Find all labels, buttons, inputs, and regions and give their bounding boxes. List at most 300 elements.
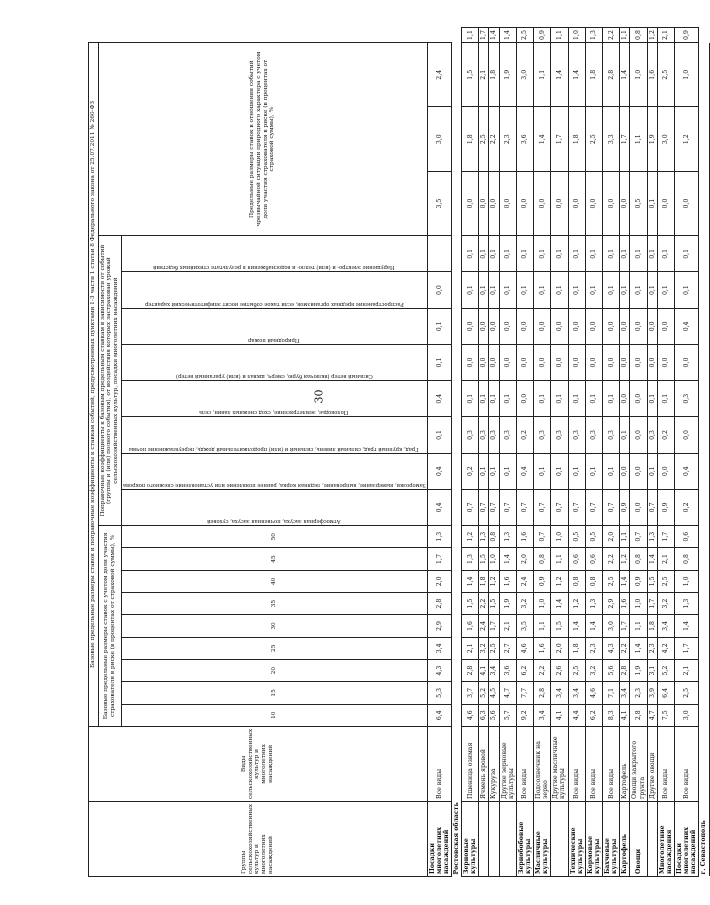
coefficient-cell: 0,0 (630, 381, 647, 417)
coefficient-cell: 0,3 (675, 381, 699, 417)
base-rate-cell: 3,2 (479, 637, 489, 659)
coefficient-cell: 0,0 (489, 308, 499, 344)
coefficient-cell: 0,1 (534, 236, 551, 272)
base-rate-cell: 1,4 (462, 570, 479, 592)
base-rate-cell: 2,9 (603, 592, 620, 614)
table-row (427, 28, 451, 877)
culture-group: Многолетние насаждения (657, 801, 674, 876)
base-rate-cell: 1,1 (620, 526, 630, 548)
culture-group: Посадки многолетних насаждений (675, 801, 699, 876)
base-rate-cell: 4,7 (499, 682, 516, 704)
base-rate-cell: 3,2 (585, 659, 602, 681)
culture-group-empty (551, 801, 568, 876)
coefficient-cell: 0,7 (585, 489, 602, 525)
final-rate-cell: 0,9 (534, 28, 551, 43)
base-rate-cell: 2,3 (630, 682, 647, 704)
final-rate-cell: 1,4 (568, 43, 585, 107)
base-rate-cell: 1,3 (499, 526, 516, 548)
base-rate-cell: 3,4 (657, 615, 674, 637)
base-rate-cell: 2,4 (479, 615, 489, 637)
base-rate-cell: 5,2 (479, 682, 489, 704)
coefficient-cell: 0,3 (534, 417, 551, 453)
coefficient-cell: 0,0 (489, 171, 499, 235)
coefficient-cell: 0,1 (534, 453, 551, 489)
coefficient-cell: 0,0 (603, 171, 620, 235)
coefficient-cell: 0,3 (568, 417, 585, 453)
base-rate-cell: 5,7 (499, 704, 516, 726)
base-rate-cell: 4,1 (620, 704, 630, 726)
base-rate-cell: 1,5 (489, 592, 499, 614)
coefficient-cell: 0,1 (499, 381, 516, 417)
coefficient-cell: 0,0 (647, 344, 657, 380)
culture-type: Все виды (516, 726, 533, 801)
coef-col-header: Нарушение электро- и (или) тепло- и водоснабжения в результате стихийных бедствий (121, 236, 427, 272)
coefficient-cell: 0,1 (551, 381, 568, 417)
coefficient-cell: 0,9 (620, 489, 630, 525)
base-rate-cell: 1,3 (647, 526, 657, 548)
base-rate-cell: 2,3 (647, 637, 657, 659)
final-rate-cell: 2,4 (427, 43, 451, 107)
coefficient-cell: 0,0 (620, 308, 630, 344)
base-rate-cell: 2,0 (516, 548, 533, 570)
base-rate-cell: 0,6 (568, 548, 585, 570)
base-rate-cell: 1,4 (499, 548, 516, 570)
base-rate-cell: 2,9 (427, 615, 451, 637)
base-rate-cell: 3,6 (499, 659, 516, 681)
base-rate-cell: 1,0 (489, 548, 499, 570)
base-rate-cell: 0,7 (534, 526, 551, 548)
base-rate-cell: 3,7 (462, 682, 479, 704)
coefficient-cell: 0,0 (534, 344, 551, 380)
final-rate-cell: 2,5 (657, 43, 674, 107)
base-rate-cell: 1,5 (479, 548, 489, 570)
base-rate-cell: 0,5 (568, 526, 585, 548)
base-rate-cell: 0,8 (585, 570, 602, 592)
coefficient-cell: 0,0 (630, 417, 647, 453)
coefficient-cell: 0,5 (630, 171, 647, 235)
base-rate-cell: 2,5 (489, 637, 499, 659)
coef-col-header: Град, крупный град, сильный ливень, сильный и (или) продолжительный дождь, переувлажнение почвы (121, 417, 427, 453)
final-rate-cell: 1,7 (551, 107, 568, 171)
coefficient-cell: 0,1 (534, 272, 551, 308)
base-rate-cell: 2,5 (603, 570, 620, 592)
final-rate-cell: 1,3 (585, 28, 602, 43)
coefficient-cell: 0,0 (630, 489, 647, 525)
coefficient-cell: 0,0 (499, 308, 516, 344)
base-rate-cell: 4,6 (462, 704, 479, 726)
coefficient-cell: 0,0 (675, 344, 699, 380)
final-rate-cell: 0,8 (630, 28, 647, 43)
base-rate-cell: 3,0 (675, 704, 699, 726)
coefficient-cell: 0,0 (585, 171, 602, 235)
coefficient-cell: 0,1 (489, 272, 499, 308)
coefficient-cell: 0,0 (499, 171, 516, 235)
base-rate-cell: 2,2 (603, 548, 620, 570)
base-rate-cell: 6,3 (479, 704, 489, 726)
base-rate-cell: 1,7 (427, 548, 451, 570)
final-rate-cell: 1,0 (568, 28, 585, 43)
coefficient-cell: 0,1 (585, 272, 602, 308)
base-rate-cell: 1,8 (647, 615, 657, 637)
base-rate-cell: 2,0 (551, 637, 568, 659)
final-rate-cell: 1,8 (489, 43, 499, 107)
region-heading: Ростовская область (451, 43, 461, 877)
base-rate-cell: 4,1 (551, 704, 568, 726)
final-rate-cell: 1,1 (630, 107, 647, 171)
base-rate-cell: 2,4 (516, 570, 533, 592)
base-rate-cell: 2,8 (534, 682, 551, 704)
final-rate-cell: 1,7 (620, 107, 630, 171)
final-rate-cell: 1,1 (620, 28, 630, 43)
coefficient-cell: 0,1 (551, 236, 568, 272)
region-row (451, 28, 461, 877)
coefficients-header: Поправочные коэффициенты к базовым предельным ставкам в зависимости от событий (группы и (или) полного события), от воздействия которых застрахован урожай сельскохозяйственных культур, посадки многолетних насаждений (98, 236, 121, 526)
base-rate-cell: 4,4 (568, 704, 585, 726)
table-row (479, 28, 489, 877)
table-row (516, 28, 533, 877)
coefficient-cell: 0,1 (479, 272, 489, 308)
base-rate-cell: 1,2 (489, 570, 499, 592)
base-rate-cell: 9,2 (516, 704, 533, 726)
base-rate-cell: 1,3 (585, 592, 602, 614)
coefficient-cell: 0,0 (479, 308, 489, 344)
coefficient-cell: 0,0 (534, 171, 551, 235)
coefficient-cell: 0,0 (630, 308, 647, 344)
coefficient-cell: 0,1 (603, 236, 620, 272)
coefficient-cell: 0,1 (647, 453, 657, 489)
base-rate-cell: 3,4 (489, 659, 499, 681)
coefficient-cell: 0,0 (675, 417, 699, 453)
coefficient-cell: 0,0 (657, 344, 674, 380)
coefficient-cell: 0,7 (603, 489, 620, 525)
coefficient-cell: 0,7 (499, 489, 516, 525)
base-rate-cell: 2,1 (657, 548, 674, 570)
coef-col-header: Половодье, землетрясение, сход снежных лавин, сель (121, 381, 427, 417)
final-rate-cell: 1,4 (620, 43, 630, 107)
base-rate-cell: 1,9 (499, 592, 516, 614)
base-rate-cell: 0,5 (585, 526, 602, 548)
culture-type: Ячмень яровой (479, 726, 489, 801)
base-rate-cell: 1,5 (462, 592, 479, 614)
coefficient-cell: 0,3 (499, 417, 516, 453)
base-rate-cell: 6,2 (585, 704, 602, 726)
base-rate-cell: 6,4 (427, 704, 451, 726)
table-row (657, 28, 674, 877)
coefficient-cell: 0,7 (489, 489, 499, 525)
table-row (551, 28, 568, 877)
share-col-header: 45 (121, 548, 427, 570)
base-rate-cell: 1,3 (427, 526, 451, 548)
final-rate-cell: 2,2 (489, 107, 499, 171)
base-rate-cell: 1,5 (647, 570, 657, 592)
page-number: 30 (312, 389, 326, 404)
coefficient-cell: 0,4 (427, 489, 451, 525)
col-types-header: Виды сельскохозяйственных культур и многолетних насаждений (89, 726, 428, 801)
final-rate-cell: 1,4 (489, 28, 499, 43)
culture-type: Овощи закрытого грунта (630, 726, 647, 801)
base-rate-cell: 1,7 (620, 615, 630, 637)
base-rate-cell: 1,1 (551, 548, 568, 570)
base-rate-cell: 2,8 (630, 704, 647, 726)
final-rate-cell: 2,2 (603, 28, 620, 43)
base-rate-cell: 6,4 (657, 682, 674, 704)
base-rate-cell: 1,3 (462, 548, 479, 570)
coefficient-cell: 0,4 (516, 453, 533, 489)
coefficient-cell: 0,1 (657, 381, 674, 417)
table-row (603, 28, 620, 877)
coefficient-cell: 0,1 (479, 381, 489, 417)
coefficient-cell: 0,1 (647, 381, 657, 417)
share-col-header: 50 (121, 526, 427, 548)
coefficient-cell: 0,0 (630, 453, 647, 489)
coefficient-cell: 0,1 (630, 272, 647, 308)
coefficient-cell: 0,1 (479, 453, 489, 489)
coefficient-cell: 0,1 (620, 236, 630, 272)
coefficient-cell: 0,1 (516, 272, 533, 308)
coefficient-cell: 0,1 (630, 236, 647, 272)
base-rate-cell: 2,5 (657, 570, 674, 592)
coefficient-cell: 0,7 (551, 489, 568, 525)
table-body (427, 28, 709, 877)
coefficient-cell: 0,0 (462, 171, 479, 235)
culture-group: Зерновые культуры (462, 801, 479, 876)
base-rate-cell: 2,2 (479, 592, 489, 614)
base-rate-cell: 1,3 (675, 592, 699, 614)
base-rate-cell: 1,6 (534, 637, 551, 659)
coefficient-cell: 0,1 (585, 381, 602, 417)
coefficient-cell: 0,1 (603, 453, 620, 489)
base-rate-cell: 3,4 (568, 682, 585, 704)
final-rate-cell: 3,5 (427, 171, 451, 235)
coefficient-cell: 0,1 (499, 453, 516, 489)
base-rate-cell: 2,5 (568, 659, 585, 681)
coefficient-cell: 0,1 (620, 417, 630, 453)
base-rate-cell: 1,5 (551, 615, 568, 637)
base-rate-cell: 0,8 (630, 548, 647, 570)
main-header: Базовые предельные размеры ставок и поправочные коэффициенты к ставкам событий, предусмотренных пунктами 1-3 части 1 статьи 8 Федерального закона от 25.07.2011 № 260-ФЗ (89, 43, 99, 727)
culture-group: Зернобобовые культуры (516, 801, 533, 876)
coefficient-cell: 0,7 (516, 489, 533, 525)
base-rate-cell: 1,0 (534, 592, 551, 614)
base-rate-cell: 1,0 (551, 526, 568, 548)
coefficient-cell: 0,0 (479, 344, 489, 380)
coefficient-cell: 0,7 (479, 489, 489, 525)
final-rate-cell: 1,8 (462, 107, 479, 171)
coef-col-header: Атмосферная засуха, почвенная засуха, суховей (121, 489, 427, 525)
coefficient-cell: 0,0 (647, 308, 657, 344)
final-rate-cell: 1,8 (585, 43, 602, 107)
table-row (499, 28, 516, 877)
coefficient-cell: 0,0 (568, 308, 585, 344)
culture-group-empty (647, 801, 657, 876)
base-rate-cell: 3,4 (427, 637, 451, 659)
final-rate-cell: 1,9 (647, 107, 657, 171)
base-rate-cell: 2,1 (499, 615, 516, 637)
base-rate-cell: 6,2 (516, 659, 533, 681)
base-rate-cell: 5,2 (657, 659, 674, 681)
base-rate-cell: 3,1 (647, 659, 657, 681)
culture-type: Все виды (675, 726, 699, 801)
coefficient-cell: 0,1 (647, 236, 657, 272)
base-rate-cell: 2,7 (499, 637, 516, 659)
coefficient-cell: 0,0 (585, 344, 602, 380)
coefficient-cell: 0,1 (603, 381, 620, 417)
base-rate-cell: 5,3 (427, 682, 451, 704)
final-rate-cell: 1,2 (647, 28, 657, 43)
final-rate-cell: 2,3 (499, 107, 516, 171)
base-rate-cell: 1,2 (462, 526, 479, 548)
table-row (620, 28, 630, 877)
table-row (462, 28, 479, 877)
coefficient-cell: 0,0 (657, 308, 674, 344)
final-rate-cell: 1,7 (479, 28, 489, 43)
coefficient-cell: 0,3 (462, 417, 479, 453)
base-rate-cell: 4,7 (647, 704, 657, 726)
coefficient-cell: 0,0 (551, 171, 568, 235)
base-rate-cell: 1,7 (675, 637, 699, 659)
base-rate-cell: 1,4 (647, 548, 657, 570)
base-rate-cell: 1,7 (657, 526, 674, 548)
coefficient-cell: 0,0 (620, 344, 630, 380)
rate-table (88, 27, 710, 877)
final-rate-cell: 3,6 (516, 107, 533, 171)
base-rate-cell: 1,0 (630, 592, 647, 614)
table-row (630, 28, 647, 877)
base-rate-cell: 0,8 (489, 526, 499, 548)
culture-type: Все виды (427, 726, 451, 801)
culture-group: Картофель (620, 801, 630, 876)
culture-group: Технические культуры (568, 801, 585, 876)
coefficient-cell: 0,0 (516, 308, 533, 344)
final-rate-cell: 1,9 (499, 43, 516, 107)
share-col-header: 25 (121, 637, 427, 659)
coefficient-cell: 0,0 (585, 308, 602, 344)
base-rate-cell: 1,9 (630, 659, 647, 681)
culture-type: Все виды (568, 726, 585, 801)
base-rate-cell: 1,6 (620, 592, 630, 614)
base-rate-cell: 7,1 (603, 682, 620, 704)
coefficient-cell: 0,0 (603, 308, 620, 344)
culture-type: Другие овощи (647, 726, 657, 801)
base-rate-cell: 1,2 (551, 570, 568, 592)
final-rate-cell: 1,5 (462, 43, 479, 107)
base-rate-cell: 4,2 (657, 637, 674, 659)
coefficient-cell: 0,2 (657, 417, 674, 453)
base-rate-cell: 3,9 (647, 682, 657, 704)
base-rate-cell: 3,2 (516, 592, 533, 614)
culture-type: Все виды (657, 726, 674, 801)
culture-group-empty (489, 801, 499, 876)
coefficient-cell: 0,7 (462, 489, 479, 525)
base-rate-cell: 4,3 (427, 659, 451, 681)
base-rate-cell: 0,8 (675, 548, 699, 570)
base-rate-cell: 2,8 (462, 659, 479, 681)
coefficient-cell: 0,0 (603, 344, 620, 380)
table-row (489, 28, 499, 877)
coefficient-cell: 0,1 (603, 272, 620, 308)
base-rate-cell: 4,6 (516, 637, 533, 659)
base-rate-cell: 2,8 (427, 592, 451, 614)
base-rate-cell: 2,0 (603, 526, 620, 548)
coefficient-cell: 0,0 (675, 171, 699, 235)
base-rate-cell: 4,6 (585, 682, 602, 704)
coefficient-cell: 0,1 (489, 236, 499, 272)
coefficient-cell: 0,9 (657, 489, 674, 525)
final-rate-cell: 2,5 (479, 107, 489, 171)
coefficient-cell: 0,1 (516, 236, 533, 272)
base-rates-header: Базовые предельные размеры ставок с учетом доли участия страхователя в риске (в процентах от страховой суммы), % (98, 526, 121, 727)
coefficient-cell: 0,4 (675, 453, 699, 489)
coefficient-cell: 0,7 (647, 489, 657, 525)
base-rate-cell: 1,3 (479, 526, 489, 548)
culture-type: Другие масличные культуры (551, 726, 568, 801)
culture-group: Посадки многолетних насаждений (427, 801, 451, 876)
coefficient-cell: 0,0 (568, 344, 585, 380)
coefficient-cell: 0,1 (675, 272, 699, 308)
final-rate-cell: 3,0 (516, 43, 533, 107)
table-row (534, 28, 551, 877)
base-rate-cell: 1,6 (516, 526, 533, 548)
coefficient-cell: 0,0 (620, 171, 630, 235)
base-rate-cell: 7,7 (516, 682, 533, 704)
coefficient-cell: 0,1 (551, 272, 568, 308)
coefficient-cell: 0,0 (657, 453, 674, 489)
final-rate-cell: 1,1 (551, 28, 568, 43)
coefficient-cell: 0,1 (462, 272, 479, 308)
culture-type: Подсолнечник на зерно (534, 726, 551, 801)
coefficient-cell: 0,3 (603, 417, 620, 453)
base-rate-cell: 4,5 (489, 682, 499, 704)
coefficient-cell: 0,1 (647, 272, 657, 308)
base-rate-cell: 1,4 (551, 592, 568, 614)
coefficient-cell: 0,0 (657, 171, 674, 235)
final-rate-cell: 1,0 (630, 43, 647, 107)
share-col-header: 35 (121, 592, 427, 614)
coefficient-cell: 0,0 (516, 381, 533, 417)
final-rate-cell: 1,1 (534, 43, 551, 107)
coefficient-cell: 0,2 (462, 453, 479, 489)
coefficient-cell: 0,1 (427, 417, 451, 453)
base-rate-cell: 0,7 (630, 526, 647, 548)
coefficient-cell: 0,1 (568, 453, 585, 489)
culture-type: Все виды (603, 726, 620, 801)
base-rate-cell: 1,1 (534, 615, 551, 637)
coefficient-cell: 0,0 (462, 344, 479, 380)
table-row (568, 28, 585, 877)
final-rate-cell: 2,5 (585, 107, 602, 171)
coefficient-cell: 0,7 (534, 489, 551, 525)
final-rate-cell: 2,5 (516, 28, 533, 43)
share-col-header: 30 (121, 615, 427, 637)
culture-type: Кукуруза (489, 726, 499, 801)
base-rate-cell: 3,4 (534, 704, 551, 726)
coefficient-cell: 0,1 (551, 453, 568, 489)
coefficient-cell: 0,1 (568, 272, 585, 308)
coefficient-cell: 0,1 (534, 381, 551, 417)
coefficient-cell: 0,0 (516, 171, 533, 235)
base-rate-cell: 2,3 (585, 637, 602, 659)
base-rate-cell: 1,6 (462, 615, 479, 637)
base-rate-cell: 1,7 (647, 592, 657, 614)
final-rate-cell: 3,0 (427, 107, 451, 171)
coefficient-cell: 0,1 (462, 381, 479, 417)
coefficient-cell: 0,0 (516, 344, 533, 380)
coefficient-cell: 0,1 (568, 236, 585, 272)
coefficient-cell: 0,2 (675, 489, 699, 525)
share-col-header: 20 (121, 659, 427, 681)
final-rate-cell: 2,1 (657, 28, 674, 43)
coefficient-cell: 0,2 (516, 417, 533, 453)
